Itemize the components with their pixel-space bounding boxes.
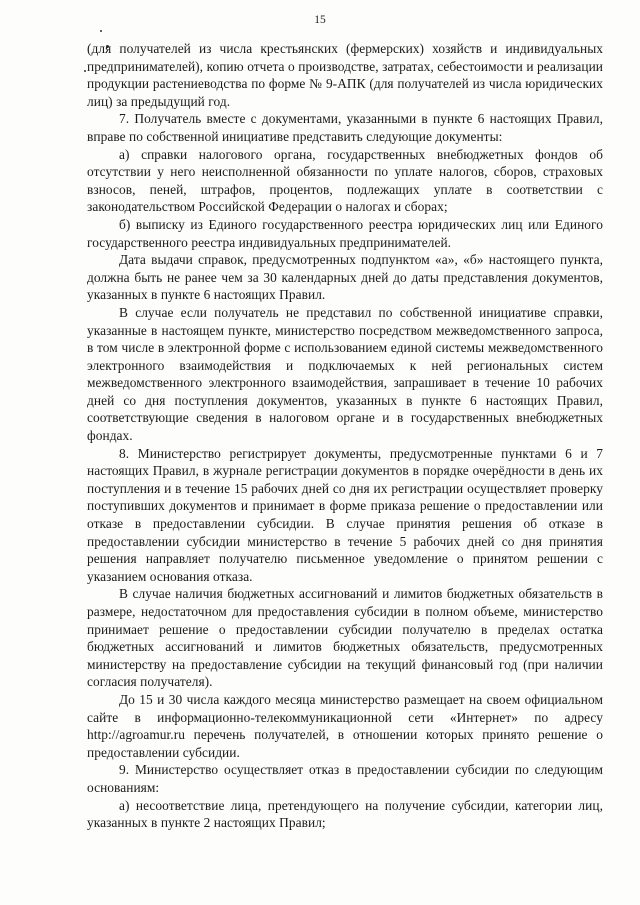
paragraph-8: 8. Министерство регистрирует документы, предусмотренные пунктами 6 и 7 настоящих Правил, в журнале регистрации документов в порядке очерёдности в день их поступления и в течение 15 рабочих дней со дня их регистрации осуществляет проверку поступивших документов и принимает в форме приказа решение о предоставлении или отказе в предоставлении субсидии. В случае принятия решения об отказе в предоставлении субсидии министерство в течение 5 рабочих дней со дня принятия решения направляет получателю письменное уведомление о принятом решении с указанием основания отказа.: [87, 445, 603, 584]
paragraph-7: 7. Получатель вместе с документами, указанными в пункте 6 настоящих Правил, вправе по собственной инициативе представить следующие документы:: [87, 111, 603, 144]
document-body: [87, 40, 603, 832]
paragraph-interagency-request: В случае если получатель не представил по собственной инициативе справки, указанные в настоящем пункте, министерство посредством межведомственного запроса, в том числе в электронной форме с использованием единой системы межведомственного электронного взаимодействия и подключаемых к ней региональных систем межведомственного электронного взаимодействия, запрашивает в течение 10 рабочих дней со дня поступления документов, указанных в пункте 6 настоящих Правил, соответствующие сведения в налоговом органе и в государственных внебюджетных фондах.: [87, 304, 603, 444]
paragraph-9a: а) несоответствие лица, претендующего на получение субсидии, категории лиц, указанных в пункте 2 настоящих Правил;: [87, 797, 603, 831]
paragraph-website-publication: До 15 и 30 числа каждого месяца министерство размещает на своем официальном сайте в информационно-телекоммуникационной сети «Интернет» по адресу http://agroamur.ru перечень получателей, в отношении которых принято решение о предоставлении субсидии.: [87, 691, 603, 760]
paragraph-9: 9. Министерство осуществляет отказ в предоставлении субсидии по следующим основаниям:: [87, 762, 603, 795]
page-number: 15: [314, 14, 326, 26]
scan-speck: [84, 70, 86, 72]
paragraph-certificate-date: Дата выдачи справок, предусмотренных подпунктом «а», «б» настоящего пункта, должна быть не ранее чем за 30 календарных дней до даты представления документов, указанных в пункте 6 настоящих Правил.: [87, 252, 603, 303]
paragraph-7a: а) справки налогового органа, государственных внебюджетных фондов об отсутствии у него неисполненной обязанности по уплате налогов, сборов, страховых взносов, пеней, штрафов, процентов, подлежащих уплате в соответствии с законодательством Российской Федерации о налогах и сборах;: [87, 146, 603, 215]
scan-speck: [100, 30, 102, 32]
paragraph-budget-limits: В случае наличия бюджетных ассигнований и лимитов бюджетных обязательств в размере, недостаточном для предоставления субсидии в полном объеме, министерство принимает решение о предоставлении субсидии получателю в пределах остатка бюджетных ассигнований и лимитов бюджетных обязательств, предусмотренных министерству на предоставление субсидии на текущий финансовый год (при наличии согласия получателя).: [87, 586, 603, 690]
paragraph: (для получателей из числа крестьянских (фермерских) хозяйств и индивидуальных предпринимателей), копию отчета о производстве, затратах, себестоимости и реализации продукции растениеводства по форме № 9-АПК (для получателей из числа юридических лиц) за предыдущий год.: [87, 41, 603, 109]
paragraph-7b: б) выписку из Единого государственного реестра юридических лиц или Единого государственного реестра индивидуальных предпринимателей.: [87, 216, 603, 250]
